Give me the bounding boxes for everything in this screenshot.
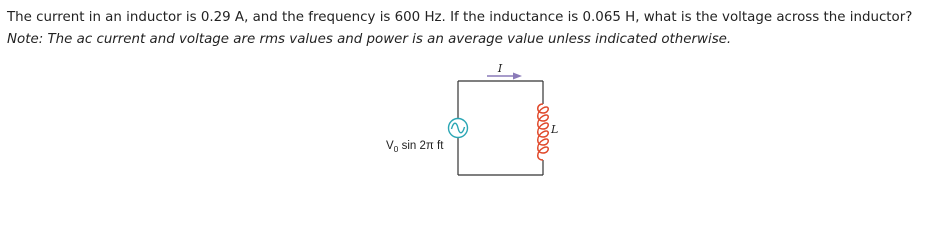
source-label-subscript: 0 <box>393 144 399 154</box>
ac-source <box>449 119 468 138</box>
question-text: The current in an inductor is 0.29 A, and the frequency is 600 Hz. If the inductance is 0.065 H, what is the voltage across the inductor? <box>7 10 913 25</box>
source-label-suffix: sin 2π ft <box>398 140 444 152</box>
source-label <box>386 140 444 154</box>
current-label: I <box>497 62 503 75</box>
source-label-prefix: V <box>386 140 394 152</box>
circuit-wires <box>458 81 543 175</box>
inductor-coil <box>538 104 549 160</box>
inductor-label: L <box>551 123 559 136</box>
note-text: Note: The ac current and voltage are rms values and power is an average value unless indicated otherwise. <box>7 32 732 47</box>
current-arrow <box>487 73 522 80</box>
